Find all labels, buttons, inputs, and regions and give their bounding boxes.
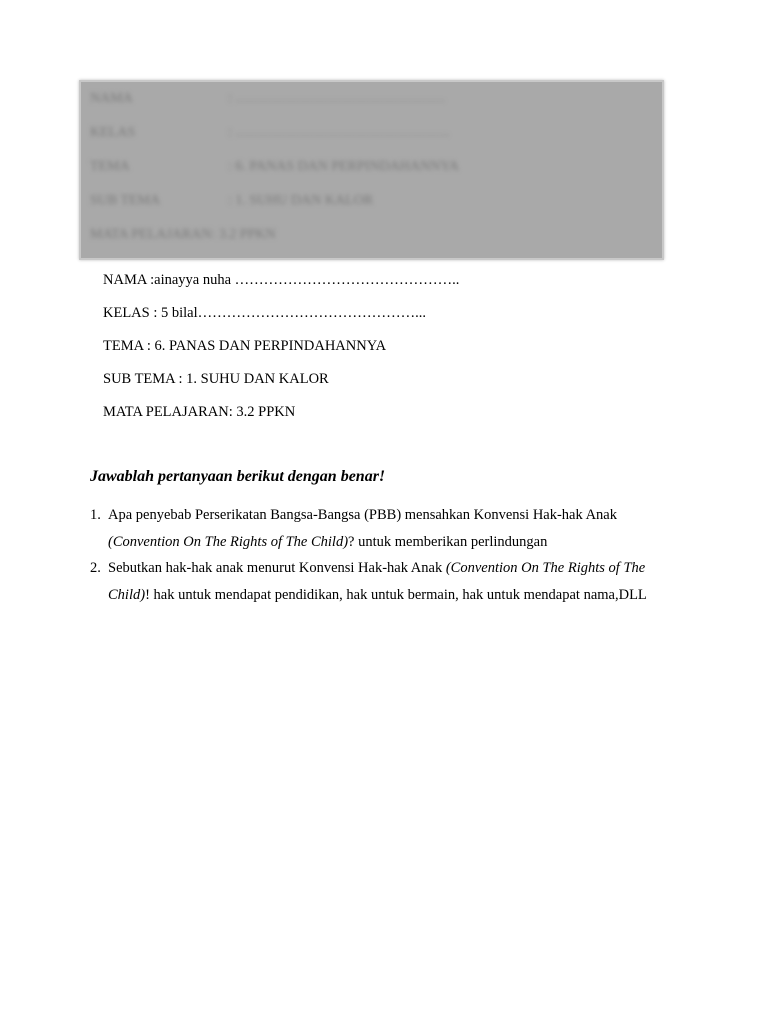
blurred-value: : 1. SUHU DAN KALOR bbox=[228, 193, 374, 208]
info-mata-pelajaran: MATA PELAJARAN: 3.2 PPKN bbox=[103, 404, 296, 420]
question-number: 1. bbox=[90, 507, 101, 523]
blurred-header-box bbox=[79, 80, 664, 260]
blurred-value: : 6. PANAS DAN PERPINDAHANNYA bbox=[228, 159, 459, 174]
question-text: Apa penyebab Perserikatan Bangsa-Bangsa (PBB) mensahkan Konvensi Hak-hak Anak bbox=[108, 507, 617, 523]
blurred-label: KELAS bbox=[90, 125, 136, 140]
question-2 bbox=[90, 555, 690, 608]
question-list bbox=[90, 502, 690, 608]
blurred-value-inline: : 3.2 PPKN bbox=[211, 227, 276, 242]
instruction-heading: Jawablah pertanyaan berikut dengan benar! bbox=[90, 468, 386, 485]
question-1 bbox=[90, 502, 690, 555]
info-sub-tema: SUB TEMA : 1. SUHU DAN KALOR bbox=[103, 371, 329, 387]
question-text: Sebutkan hak-hak anak menurut Konvensi Hak-hak Anak bbox=[108, 560, 446, 576]
question-italic: (Convention On The Rights of The Child) bbox=[108, 533, 349, 550]
question-italic: Child) bbox=[108, 586, 146, 603]
blurred-row-tema bbox=[81, 158, 662, 192]
question-answer: ! hak untuk mendapat pendidikan, hak untuk bermain, hak untuk mendapat nama,DLL bbox=[145, 586, 647, 603]
blurred-row-mata-pelajaran bbox=[81, 226, 662, 260]
blurred-label: SUB TEMA bbox=[90, 193, 161, 208]
info-tema: TEMA : 6. PANAS DAN PERPINDAHANNYA bbox=[103, 338, 387, 354]
student-info bbox=[103, 270, 459, 435]
blurred-label: NAMA bbox=[90, 91, 133, 106]
blurred-row-kelas bbox=[81, 124, 662, 158]
info-kelas: KELAS : 5 bilal………………………………………... bbox=[103, 305, 427, 321]
blurred-label bbox=[90, 226, 276, 244]
blurred-value: : ………………………………………. bbox=[228, 125, 449, 140]
blurred-header-content bbox=[81, 82, 662, 260]
question-line-2 bbox=[108, 529, 690, 556]
blurred-label: TEMA bbox=[90, 159, 130, 174]
blurred-label-text: MATA PELAJARAN bbox=[90, 227, 212, 242]
blurred-row-nama bbox=[81, 90, 662, 124]
question-line-2 bbox=[108, 582, 690, 609]
info-nama: NAMA :ainayya nuha ……………………………………….. bbox=[103, 272, 460, 288]
question-number: 2. bbox=[90, 560, 101, 576]
blurred-row-sub-tema bbox=[81, 192, 662, 226]
question-italic: (Convention On The Rights of The bbox=[445, 560, 646, 576]
question-answer: ? untuk memberikan perlindungan bbox=[348, 533, 548, 550]
blurred-value: : ……………………………………… bbox=[228, 91, 446, 106]
